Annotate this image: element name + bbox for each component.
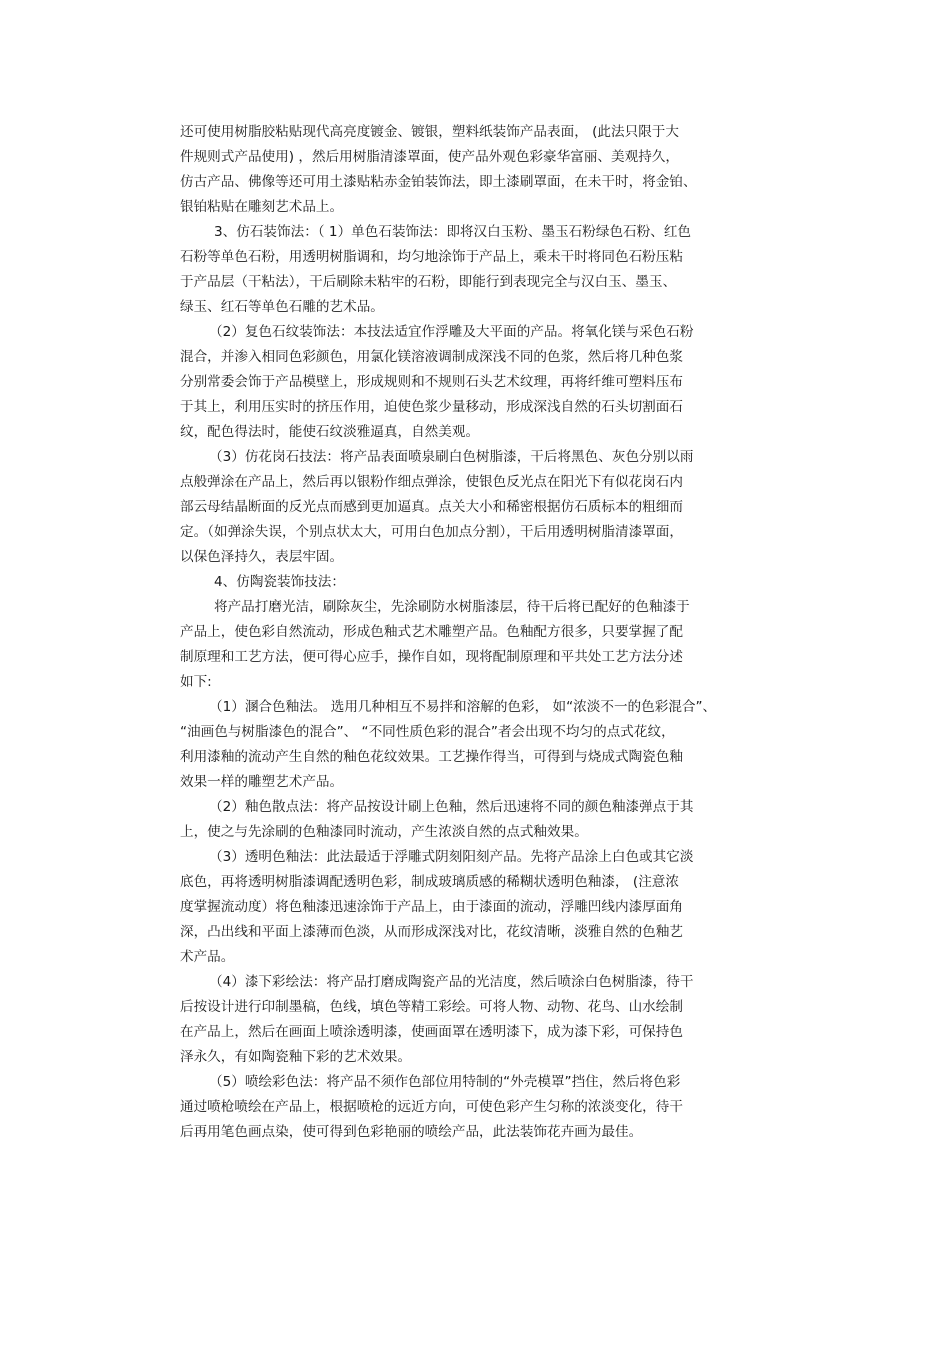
text-line: 术产品。 (180, 949, 235, 965)
text-line: 产品上，使色彩自然流动，形成色釉式艺术雕塑产品。色釉配方很多，只要掌握了配 (180, 624, 683, 640)
text-line: 混合，并渗入相同色彩颜色，用氯化镁溶液调制成深浅不同的色浆，然后将几种色浆 (180, 349, 683, 365)
text-line: “油画色与树脂漆色的混合”、 “不同性质色彩的混合”者会出现不均匀的点式花纹， (180, 724, 675, 740)
text-line: 分别常委会饰于产品模壁上，形成规则和不规则石头艺术纹理，再将纤维可塑料压布 (180, 374, 683, 390)
text-line: 绿玉、红石等单色石雕的艺术品。 (180, 299, 384, 315)
section-heading: 3、仿石装饰法：（ 1）单色石装饰法：即将汉白玉粉、墨玉石粉绿色石粉、红色 (214, 224, 692, 240)
text-line: 后按设计进行印制墨稿，色线，填色等精工彩绘。可将人物、动物、花鸟、山水绘制 (180, 999, 683, 1015)
subsection-line: （5）喷绘彩色法：将产品不须作色部位用特制的“外壳模罩”挡住，然后将色彩 (209, 1074, 681, 1090)
text-line: 底色，再将透明树脂漆调配透明色彩，制成玻璃质感的稀糊状透明色釉漆， (注意浓 (180, 874, 679, 890)
text-line: 通过喷枪喷绘在产品上，根据喷枪的远近方向，可使色彩产生匀称的浓淡变化，待干 (180, 1099, 683, 1115)
text-line: 纹，配色得法时，能使石纹淡雅逼真，自然美观。 (180, 424, 480, 440)
text-line: 上，使之与先涂刷的色釉漆同时流动，产生浓淡自然的点式釉效果。 (180, 824, 588, 840)
text-line: 石粉等单色石粉，用透明树脂调和，均匀地涂饰于产品上，乘未干时将同色石粉压粘 (180, 249, 683, 265)
subsection-line: （2）复色石纹装饰法：本技法适宜作浮雕及大平面的产品。将氧化镁与采色石粉 (209, 324, 694, 340)
subsection-line: （3）透明色釉法：此法最适于浮雕式阴刻阳刻产品。先将产品涂上白色或其它淡 (209, 849, 694, 865)
text-line: 度掌握流动度）将色釉漆迅速涂饰于产品上，由于漆面的流动，浮雕凹线内漆厚面角 (180, 899, 683, 915)
text-line: 于其上，利用压实时的挤压作用，迫使色浆少量移动，形成深浅自然的石头切割面石 (180, 399, 683, 415)
text-line: 后再用笔色画点染，使可得到色彩艳丽的喷绘产品，此法装饰花卉画为最佳。 (180, 1124, 643, 1140)
text-line: 还可使用树脂胶粘贴现代高亮度镀金、镀银，塑料纸装饰产品表面， (此法只限于大 (180, 124, 679, 140)
subsection-line: （2）釉色散点法：将产品按设计刷上色釉，然后迅速将不同的颜色釉漆弹点于其 (209, 799, 694, 815)
text-line: 于产品层（干粘法），干后刷除未粘牢的石粉，即能行到表现完全与汉白玉、墨玉、 (180, 274, 677, 290)
text-line: 效果一样的雕塑艺术产品。 (180, 774, 344, 790)
text-line: 部云母结晶断面的反光点而感到更加逼真。点关大小和稀密根据仿石质标本的粗细而 (180, 499, 683, 515)
text-line: 点般弹涂在产品上，然后再以银粉作细点弹涂，使银色反光点在阳光下有似花岗石内 (180, 474, 683, 490)
text-line: 件规则式产品使用) ，然后用树脂清漆罩面，使产品外观色彩豪华富丽、美观持久， (180, 149, 679, 165)
text-line: 泽永久，有如陶瓷釉下彩的艺术效果。 (180, 1049, 412, 1065)
text-line: 仿古产品、佛像等还可用土漆贴粘赤金铂装饰法，即土漆刷罩面，在未干时，将金铂、 (180, 174, 697, 190)
subsection-line: （4）漆下彩绘法：将产品打磨成陶瓷产品的光洁度，然后喷涂白色树脂漆，待干 (209, 974, 694, 990)
text-line: 深，凸出线和平面上漆薄而色淡，从而形成深浅对比，花纹清晰，淡雅自然的色釉艺 (180, 924, 683, 940)
text-line: 利用漆釉的流动产生自然的釉色花纹效果。工艺操作得当，可得到与烧成式陶瓷色釉 (180, 749, 683, 765)
text-line: 在产品上，然后在画面上喷涂透明漆，使画面罩在透明漆下，成为漆下彩，可保持色 (180, 1024, 683, 1040)
text-line: 将产品打磨光洁，刷除灰尘，先涂刷防水树脂漆层，待干后将已配好的色釉漆于 (214, 599, 690, 615)
text-line: 以保色泽持久，表层牢固。 (180, 549, 344, 565)
text-line: 如下: (180, 674, 212, 690)
section-heading: 4、仿陶瓷装饰技法： (214, 574, 345, 590)
subsection-line: （3）仿花岗石技法：将产品表面喷泉刷白色树脂漆，干后将黑色、灰色分别以雨 (209, 449, 694, 465)
subsection-line: （1）溷合色釉法。 选用几种相互不易拌和溶解的色彩， 如“浓淡不一的色彩混合”、 (209, 699, 717, 715)
text-line: 制原理和工艺方法，便可得心应手，操作自如，现将配制原理和平共处工艺方法分述 (180, 649, 683, 665)
text-line: 定。（如弹涂失误，个别点状太大，可用白色加点分割），干后用透明树脂清漆罩面， (180, 524, 683, 540)
text-line: 银铂粘贴在雕刻艺术品上。 (180, 199, 344, 215)
